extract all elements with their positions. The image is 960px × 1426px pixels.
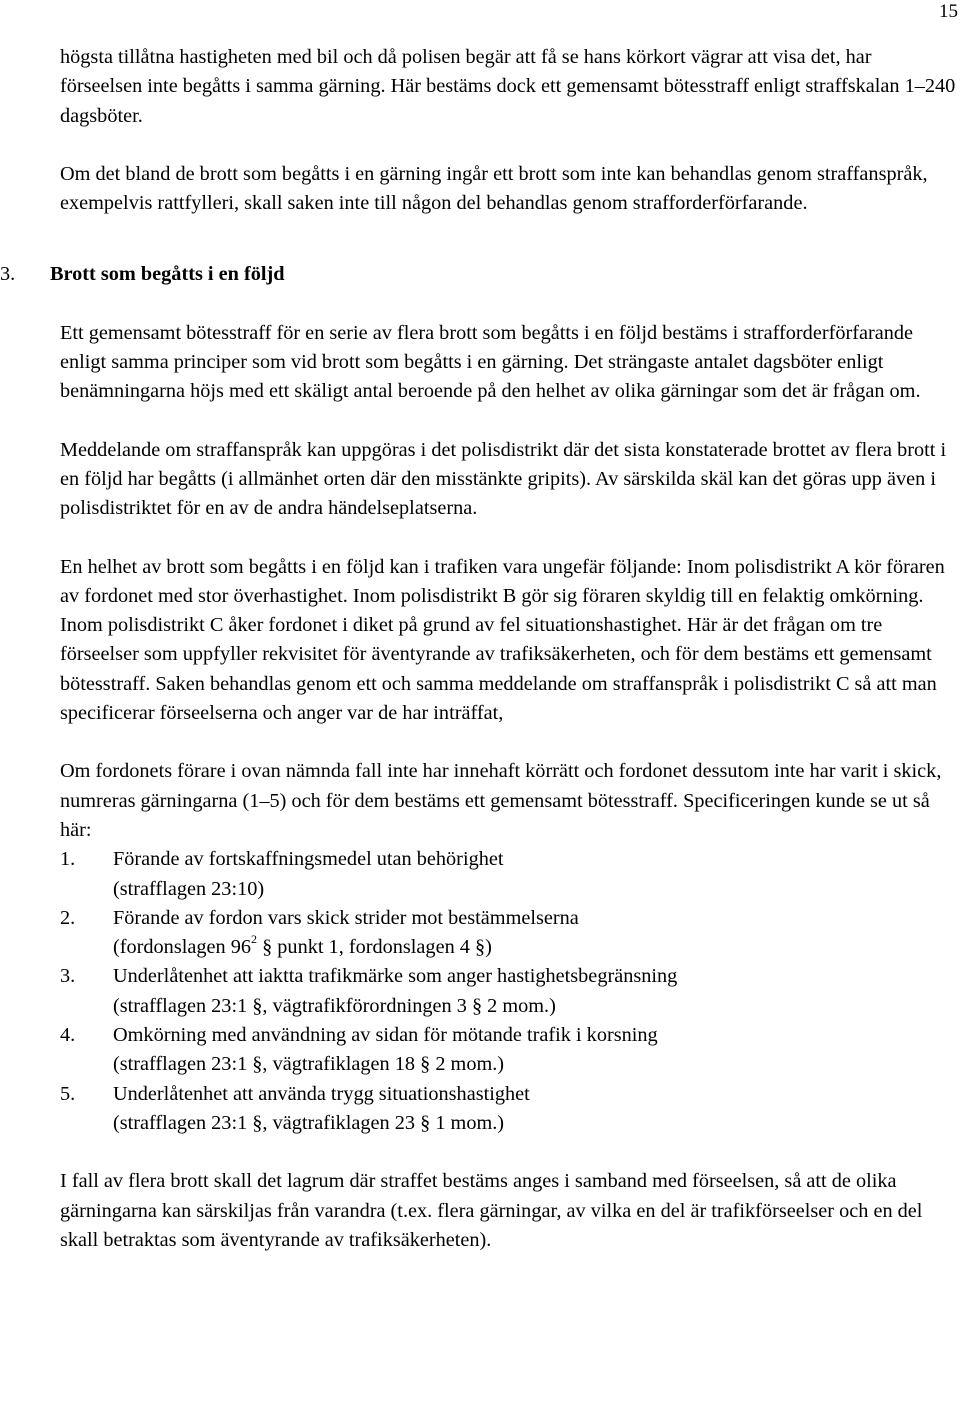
list-item-text: Underlåtenhet att använda trygg situationshastighet	[113, 1082, 530, 1105]
list-item-text: Förande av fordon vars skick strider mot bestämmelserna	[113, 906, 579, 929]
list-item-law: (strafflagen 23:1 §, vägtrafiklagen 18 § 2 mom.)	[113, 1053, 505, 1076]
paragraph-6: Om fordonets förare i ovan nämnda fall inte har innehaft körrätt och fordonet dessutom inte har varit i skick, numreras gärningarna (1–5) och för dem bestäms ett gemensamt bötesstraff. Specificeringen kunde se ut så här:	[60, 760, 942, 841]
paragraph-1: högsta tillåtna hastigheten med bil och då polisen begär att få se hans körkort vägrar att visa det, har förseelsen inte begåtts i samma gärning. Här bestäms dock ett gemensamt bötesstraff enligt straffskalan 1–240 dagsböter.	[60, 46, 956, 127]
list-item-number: 5.	[60, 1082, 76, 1105]
list-item-text: Omkörning med användning av sidan för mötande trafik i korsning	[113, 1024, 658, 1047]
list-item-law: (strafflagen 23:1 §, vägtrafikförordningen 3 § 2 mom.)	[113, 994, 556, 1017]
list-item-number: 3.	[60, 965, 76, 988]
paragraph-5: En helhet av brott som begåtts i en följd kan i trafiken vara ungefär följande: Inom polisdistrikt A kör föraren av fordonet med stor överhastighet. Inom polisdistrikt B gör sig föraren skyldig till en felaktig omkörning. Inom polisdistrikt C åker fordonet i diket på grund av fel situationshastighet. Här är det frågan om tre förseelser som uppfyller rekvisitet för äventyrande av trafiksäkerheten, och för dem bestäms ett gemensamt bötesstraff. Saken behandlas genom ett och samma meddelande om straffanspråk i polisdistrikt C så att man specificerar förseelserna och anger var de har inträffat,	[60, 555, 945, 725]
list-item	[60, 1080, 958, 1139]
list-item	[60, 962, 958, 1021]
paragraph-3: Ett gemensamt bötesstraff för en serie av flera brott som begåtts i en följd bestäms i strafforderförfarande enligt samma principer som vid brott som begåtts i en gärning. Det strängaste antalet dagsböter enligt benämningarna höjs med ett skäligt antal beroende på den helhet av olika gärningar som det är frågan om.	[60, 321, 921, 403]
list-item-number: 4.	[60, 1024, 76, 1047]
list-item-text: Underlåtenhet att iaktta trafikmärke som anger hastighetsbegränsning	[113, 965, 678, 988]
paragraph-4: Meddelande om straffanspråk kan uppgöras i det polisdistrikt där det sista konstaterade brottet av flera brott i en följd har begåtts (i allmänhet orten där den misstänkte gripits). Av särskilda skäl kan det göras upp även i polisdistriktet för en av de andra händelseplatserna.	[60, 438, 947, 520]
page-number: 15	[939, 1, 958, 22]
list-item-number: 1.	[60, 848, 76, 871]
list-item	[60, 904, 958, 963]
list-item-number: 2.	[60, 906, 76, 929]
law-part-b: § punkt 1, fordonslagen 4 §)	[257, 936, 492, 959]
list-item	[60, 845, 958, 904]
specification-list	[60, 845, 958, 1138]
section-heading	[0, 260, 958, 289]
law-part-a: (fordonslagen 96	[113, 936, 251, 959]
law-superscript: 2	[251, 932, 257, 947]
document-body	[0, 43, 958, 1255]
list-item-law	[113, 933, 958, 962]
paragraph-2: Om det bland de brott som begåtts i en gärning ingår ett brott som inte kan behandlas genom straffanspråk, exempelvis rattfylleri, skall saken inte till någon del behandlas genom strafforderförfarande.	[60, 162, 928, 215]
list-item-law: (strafflagen 23:1 §, vägtrafiklagen 23 § 1 mom.)	[113, 1111, 505, 1134]
list-item-text: Förande av fortskaffningsmedel utan behörighet	[113, 848, 504, 871]
section-title: Brott som begåtts i en följd	[50, 263, 285, 286]
list-item-law: (strafflagen 23:10)	[113, 877, 265, 900]
section-number: 3.	[0, 263, 16, 286]
paragraph-7: I fall av flera brott skall det lagrum där straffet bestäms anges i samband med förseelsen, så att de olika gärningarna kan särskiljas från varandra (t.ex. flera gärningar, av vilka en del är trafikförseelser och en del skall betraktas som äventyrande av trafiksäkerheten).	[60, 1170, 923, 1251]
list-item	[60, 1021, 958, 1080]
